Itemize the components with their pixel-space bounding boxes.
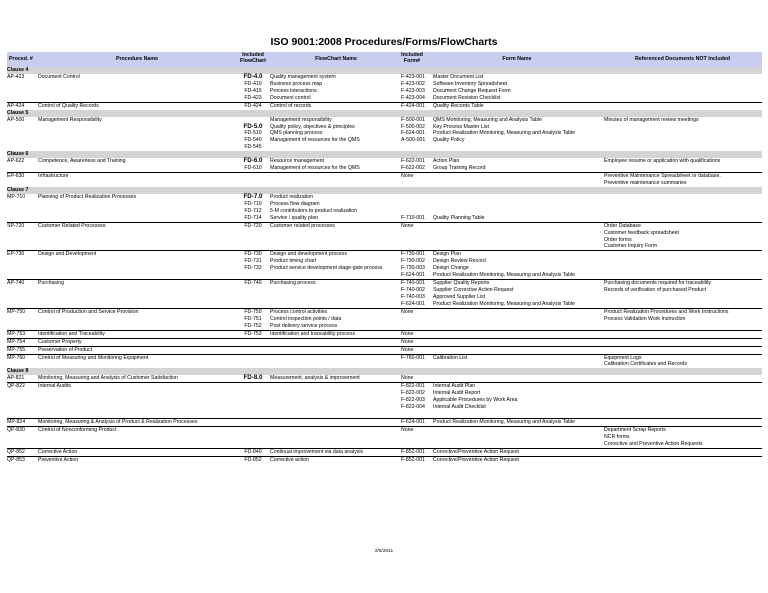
procedure-name: Planning of Product Realization Processes [38, 193, 137, 200]
proc-number: AP-424 [7, 102, 25, 109]
form-name: Internal Audit Checklist [433, 404, 486, 411]
proc-number: AP-740 [7, 280, 25, 287]
clause-row [7, 368, 762, 375]
proc-number: MP-750 [7, 308, 26, 315]
form-name: Supplier Quality Reports [433, 280, 490, 287]
proc-number: MP-754 [7, 338, 26, 345]
form-name: Internal Audit Report [433, 390, 481, 397]
form-number: None [401, 375, 414, 382]
form-number: F-852-001 [401, 456, 425, 463]
form-number: F-624-001 [401, 418, 425, 425]
flowchart-name: Corrective action [270, 456, 309, 463]
form-number: F-822-004 [401, 404, 425, 411]
table-row [7, 137, 762, 144]
table-row [7, 74, 762, 81]
flowchart-name: Quality policy, objectives & principles [270, 123, 355, 130]
table-row [7, 158, 762, 165]
flowchart-name: QMS planning process [270, 130, 323, 137]
form-number: None [401, 346, 414, 353]
flowchart-name: Identification and traceability process [270, 330, 356, 337]
form-name: Group Training Record [433, 165, 486, 172]
flowchart-number: FD-852 [244, 456, 262, 463]
procedure-name: Control of Quality Records [38, 102, 99, 109]
header-flowchart-name: FlowChart Name [315, 56, 357, 62]
flowchart-name: Post delivery service process [270, 322, 338, 329]
form-number: None [401, 222, 414, 229]
flowchart-number: FD-410 [244, 80, 262, 87]
flowchart-name: Purchasing process [270, 280, 316, 287]
form-name: Master Document List [433, 73, 484, 80]
form-number: F-822-002 [401, 390, 425, 397]
procedure-name: Identification and Traceability [38, 330, 105, 337]
table-row [7, 301, 762, 308]
proc-number: QP-830 [7, 426, 25, 433]
flowchart-number: FD-5.0 [243, 122, 263, 130]
flowchart-number: FD-8.0 [243, 374, 263, 382]
table-row [7, 411, 762, 418]
form-number: F-624-001 [401, 272, 425, 279]
header-form-name: Form Name [502, 56, 532, 62]
form-name: Document Change Request Form [433, 87, 511, 94]
table-row [7, 194, 762, 201]
flowchart-number: FD-545 [244, 144, 262, 151]
referenced-document: Customer feedback spreadsheet [604, 229, 679, 236]
table-row [7, 308, 762, 316]
table-row [7, 294, 762, 301]
form-number: F-740-001 [401, 280, 425, 287]
form-number: F-622-001 [401, 158, 425, 165]
procedure-name: Customer Property [38, 338, 82, 345]
flowchart-number: FD-423 [244, 94, 262, 101]
clause-label: Clause 6 [7, 151, 29, 158]
form-number: F-622-002 [401, 165, 425, 172]
proc-number: MP-824 [7, 418, 26, 425]
form-name: Applicable Procedures by Work Area [433, 397, 518, 404]
clause-label: Clause 4 [7, 67, 29, 73]
procedure-name: Competence, Awareness and Training [38, 158, 126, 165]
flowchart-name: Service / quality plan [270, 214, 318, 221]
form-name: Design Plan [433, 251, 461, 258]
table-row [7, 88, 762, 95]
table-row [7, 272, 762, 279]
proc-number: MP-710 [7, 193, 26, 200]
referenced-document: Order Database [604, 222, 641, 229]
proc-number: EP-630 [7, 173, 25, 180]
table-row [7, 117, 762, 124]
procedure-name: Monitoring, Measuring and Analysis of Customer Satisfaction [38, 375, 178, 382]
procedure-name: Internal Audits [38, 383, 71, 390]
flowchart-number: FD-415 [244, 87, 262, 94]
form-name: Quality Policy [433, 137, 465, 144]
form-name: QMS Monitoring, Measuring and Analysis Table [433, 116, 542, 123]
proc-number: MP-753 [7, 330, 26, 337]
clause-label: Clause 5 [7, 109, 29, 116]
form-number: F-730-001 [401, 251, 425, 258]
flowchart-number: FD-740 [244, 280, 262, 287]
form-name: Quality Planning Table [433, 214, 485, 221]
procedure-name: Preventive Action [38, 456, 79, 463]
referenced-document: Minutes of management review meetings [604, 116, 699, 123]
procedure-name: Control of Measuring and Monitoring Equipment [38, 354, 149, 361]
proc-number: MP-760 [7, 354, 26, 361]
form-number: None [401, 338, 414, 345]
table-row [7, 382, 762, 390]
header-proc-number: Proced. # [9, 56, 33, 62]
flowchart-name: Document control [270, 94, 311, 101]
form-number: F-624-001 [401, 300, 425, 307]
flowchart-number: FD-540 [244, 137, 262, 144]
referenced-document: Order forms [604, 236, 632, 243]
table-row [7, 165, 762, 172]
table-row [7, 243, 762, 250]
form-number: F-423-004 [401, 94, 425, 101]
flowchart-number: FD-610 [244, 165, 262, 172]
header-referenced-docs: Referenced Documents NOT Included [634, 56, 731, 62]
table-row [7, 95, 762, 102]
form-number: None [401, 426, 414, 433]
flowchart-number: FD-750 [244, 308, 262, 315]
table-row [7, 124, 762, 131]
clause-row [7, 187, 762, 194]
table-row [7, 258, 762, 265]
flowchart-number: FD-7.0 [243, 192, 263, 200]
flowchart-name: Product service development stage-gate process [270, 265, 383, 272]
flowchart-name: Management responsibility [270, 116, 332, 123]
table-row [7, 448, 762, 456]
table-row [7, 102, 762, 110]
form-name: Product Realization Monitoring, Measuring and Analysis Table [433, 272, 576, 279]
table-row [7, 418, 762, 426]
form-name: Action Plan [433, 158, 460, 165]
flowchart-number: FD-424 [244, 102, 262, 109]
table-row [7, 323, 762, 330]
table-row [7, 130, 762, 137]
form-number: F-500-002 [401, 123, 425, 130]
referenced-document: NCR forms [604, 433, 630, 440]
table-row [7, 279, 762, 287]
flowchart-number: FD-752 [244, 322, 262, 329]
procedure-name: Customer Related Processes [38, 222, 106, 229]
procedure-name: Control of Nonconforming Product [38, 426, 117, 433]
flowchart-name: Product timing chart [270, 258, 317, 265]
form-name: Internal Audit Plan [433, 383, 476, 390]
form-name: Design Review Record [433, 258, 486, 265]
clause-row [7, 151, 762, 158]
procedure-name: Corrective Action [38, 448, 78, 455]
proc-number: SP-720 [7, 222, 25, 229]
form-number: None [401, 308, 414, 315]
form-name: Document Revision Checklist [433, 94, 501, 101]
flowchart-name: Control of records [270, 102, 312, 109]
table-row [7, 201, 762, 208]
procedure-name: Control of Production and Service Provision [38, 308, 139, 315]
table-row [7, 230, 762, 237]
form-number: F-822-001 [401, 383, 425, 390]
form-name: Corrective/Preventive Action Request [433, 456, 519, 463]
referenced-document: Equipment Logs [604, 354, 642, 361]
table-row [7, 404, 762, 411]
table-header [7, 52, 762, 68]
form-name: Quality Records Table [433, 102, 484, 109]
form-number: F-424-001 [401, 102, 425, 109]
table-row [7, 180, 762, 187]
header-procedure-name: Procedure Name [115, 56, 159, 62]
table-row [7, 208, 762, 215]
flowchart-name: Process flow diagram [270, 200, 320, 207]
flowchart-name: Measurement, analysis & improvement [270, 375, 360, 382]
footer-date: 2/6/2011 [374, 549, 394, 554]
flowchart-number: FD-720 [244, 222, 262, 229]
referenced-document: Product Realization Procedures and Work Instructions [604, 308, 729, 315]
flowchart-name: Process interactions [270, 87, 317, 94]
table-row [7, 441, 762, 448]
clause-label: Clause 8 [7, 368, 29, 375]
table-row [7, 265, 762, 272]
form-number: F-423-002 [401, 80, 425, 87]
form-number: F-740-003 [401, 294, 425, 300]
form-name: Product Realization Monitoring, Measuring and Analysis Table [433, 130, 576, 137]
proc-number: QP-822 [7, 383, 25, 390]
form-name: Product Realization Monitoring, Measuring and Analysis Table [433, 300, 576, 307]
clause-label: Clause 7 [7, 186, 29, 193]
proc-number: QP-853 [7, 456, 25, 463]
procedure-name: Management Responsibility [38, 116, 102, 123]
form-name: Software Inventory Spreadsheet [433, 80, 508, 87]
table-row [7, 330, 762, 338]
flowchart-number: FD-840 [244, 448, 262, 455]
proc-number: AP-500 [7, 116, 25, 123]
table-row [7, 375, 762, 382]
referenced-document: Department Scrap Reports [604, 426, 666, 433]
flowchart-name: Management of resources for the QMS [270, 137, 360, 144]
clause-row [7, 110, 762, 117]
referenced-document: Customer Inquiry Form [604, 243, 658, 250]
form-number: F-822-003 [401, 397, 425, 404]
referenced-document: Preventive Maintenance Spreadsheet or database. [604, 173, 721, 180]
form-name: Design Change [433, 265, 469, 272]
page-title: ISO 9001:2008 Procedures/Forms/FlowCharts [270, 36, 498, 48]
flowchart-number: FD-732 [244, 265, 262, 272]
procedure-name: Preservation of Product [38, 346, 93, 353]
flowchart-name: Control inspection points / data [270, 315, 342, 322]
referenced-document: Process Validation Work Instruction [604, 315, 686, 322]
table-row [7, 354, 762, 362]
table-row [7, 144, 762, 151]
flowchart-name: Business process map [270, 80, 323, 87]
form-name: Product Realization Monitoring, Measuring and Analysis Table [433, 418, 576, 425]
proc-number: AP-423 [7, 73, 25, 80]
procedure-name: Infrastructure [38, 173, 69, 180]
table-row [7, 390, 762, 397]
procedure-name: Purchasing [38, 280, 64, 287]
form-number: A-500-001 [401, 137, 426, 144]
form-number: None [401, 330, 414, 337]
form-name: Supplier Corrective Action Request [433, 287, 514, 294]
referenced-document: Purchasing documents required for traceability [604, 280, 711, 287]
form-number: F-423-001 [401, 73, 425, 80]
flowchart-number: FD-714 [244, 214, 262, 221]
form-number: F-730-002 [401, 258, 425, 265]
form-number: F-852-001 [401, 448, 425, 455]
flowchart-number: FD-753 [244, 330, 262, 337]
flowchart-name: Product realization [270, 193, 313, 200]
table-row [7, 81, 762, 88]
form-number: F-710-001 [401, 214, 425, 221]
clause-row [7, 67, 762, 74]
referenced-document: Preventive maintenance summaries [604, 180, 687, 186]
form-number: F-760-001 [401, 354, 425, 361]
procedure-name: Design and Development [38, 251, 97, 258]
table-row [7, 361, 762, 368]
procedure-name: Monitoring, Measuring & Analysis of Product & Realization Processes [38, 418, 198, 425]
table-row [7, 456, 762, 464]
flowchart-number: FD-510 [244, 130, 262, 137]
flowchart-name: Continual improvement via data analysis [270, 448, 364, 455]
form-name: Corrective/Preventive Action Request [433, 448, 519, 455]
flowchart-name: 5-M contributors to product realization [270, 207, 358, 214]
form-name: Key Process Master List [433, 123, 489, 130]
flowchart-name: Management of resources for the QMS [270, 165, 360, 172]
table-row [7, 222, 762, 230]
form-number: F-740-002 [401, 287, 425, 294]
table-row [7, 215, 762, 222]
form-name: Calibration List [433, 354, 468, 361]
table-row [7, 397, 762, 404]
procedure-table-body [7, 67, 762, 464]
flowchart-number: FD-4.0 [243, 72, 263, 80]
form-number: F-730-003 [401, 265, 425, 272]
flowchart-name: Customer related processes [270, 222, 335, 229]
table-row [7, 338, 762, 346]
form-number: F-624-001 [401, 130, 425, 137]
referenced-document: Employee resume or application with qualifications [604, 158, 721, 165]
flowchart-name: Quality management system [270, 73, 336, 80]
proc-number: MP-755 [7, 346, 26, 353]
referenced-document: Corrective and Preventive Action Requests [604, 440, 703, 447]
table-row [7, 346, 762, 354]
proc-number: AP-821 [7, 375, 25, 382]
table-row [7, 250, 762, 258]
flowchart-number: FD-731 [244, 258, 262, 265]
table-row [7, 426, 762, 434]
proc-number: EP-730 [7, 251, 25, 258]
table-row [7, 287, 762, 294]
proc-number: QP-852 [7, 448, 25, 455]
flowchart-number: FD-751 [244, 315, 262, 322]
table-row [7, 434, 762, 441]
table-row [7, 237, 762, 244]
form-number: None [401, 173, 414, 180]
header-included-form: Included Form# [401, 52, 423, 64]
referenced-document: Records of verification of purchased Product [604, 287, 707, 294]
form-number: F-423-003 [401, 87, 425, 94]
referenced-document: Calibration Certificates and Records [604, 361, 688, 368]
flowchart-number: FD-712 [244, 207, 262, 214]
flowchart-name: Process control activities [270, 308, 328, 315]
table-row [7, 172, 762, 180]
form-number: F-500-001 [401, 116, 425, 123]
form-name: Approved Supplier List [433, 294, 486, 300]
table-row [7, 316, 762, 323]
flowchart-number: FD-6.0 [243, 157, 263, 165]
proc-number: AP-622 [7, 158, 25, 165]
flowchart-name: Design and development process [270, 251, 347, 258]
flowchart-number: FD-710 [244, 200, 262, 207]
procedure-name: Document Control [38, 73, 80, 80]
flowchart-number: FD-730 [244, 251, 262, 258]
header-included-flowchart: Included FlowChart [240, 52, 266, 64]
flowchart-name: Resource management [270, 158, 324, 165]
